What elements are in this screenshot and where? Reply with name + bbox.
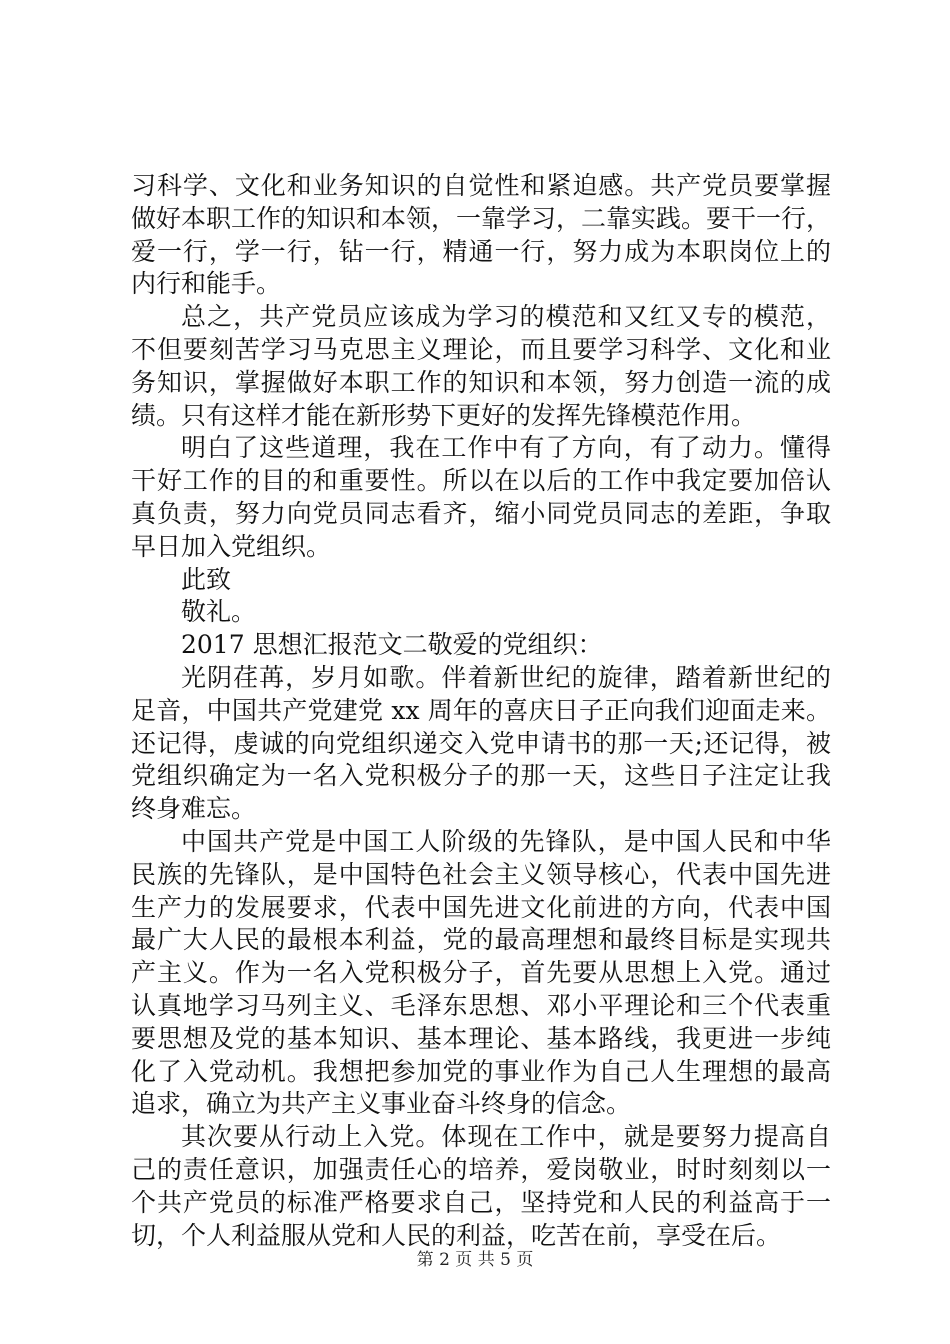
text-line: 中国共产党是中国工人阶级的先锋队，是中国人民和中华: [181, 826, 831, 856]
text-line: 真负责，努力向党员同志看齐，缩小同党员同志的差距，争取: [131, 498, 831, 528]
text-line: 还记得，虔诚的向党组织递交入党申请书的那一天;还记得，被: [131, 728, 831, 758]
text-line: 总之，共产党员应该成为学习的模范和又红又专的模范，: [181, 302, 831, 332]
text-line: 内行和能手。: [131, 269, 282, 299]
text-line: 光阴荏苒，岁月如歌。伴着新世纪的旋律，踏着新世纪的: [181, 662, 831, 692]
text-line: 习科学、文化和业务知识的自觉性和紧迫感。共产党员要掌握: [131, 171, 831, 200]
text-line: 党组织确定为一名入党积极分子的那一天，这些日子注定让我: [131, 761, 831, 791]
text-line: 化了入党动机。我想把参加党的事业作为自己人生理想的最高: [131, 1056, 831, 1086]
text-line: 不但要刻苦学习马克思主义理论，而且要学习科学、文化和业: [131, 334, 831, 364]
text-line: 民族的先锋队，是中国特色社会主义领导核心，代表中国先进: [131, 859, 831, 889]
text-line: 干好工作的目的和重要性。所以在以后的工作中我定要加倍认: [131, 466, 831, 496]
text-line: 要思想及党的基本知识、基本理论、基本路线，我更进一步纯: [131, 1023, 831, 1053]
document-body: [131, 170, 831, 1252]
text-line: 最广大人民的最根本利益，党的最高理想和最终目标是实现共: [131, 925, 831, 955]
text-line: 终身难忘。: [131, 794, 257, 824]
text-line: 务知识，掌握做好本职工作的知识和本领，努力创造一流的成: [131, 367, 831, 397]
text-line: 生产力的发展要求，代表中国先进文化前进的方向，代表中国: [131, 892, 831, 922]
text-line: 足音，中国共产党建党 xx 周年的喜庆日子正向我们迎面走来。: [131, 695, 831, 725]
text-line: 此致: [181, 564, 232, 594]
text-line: 己的责任意识，加强责任心的培养，爱岗敬业，时时刻刻以一: [131, 1154, 831, 1184]
text-line: 其次要从行动上入党。体现在工作中，就是要努力提高自: [181, 1122, 831, 1152]
text-line: 产主义。作为一名入党积极分子，首先要从思想上入党。通过: [131, 958, 831, 988]
text-line: 个共产党员的标准严格要求自己，坚持党和人民的利益高于一: [131, 1187, 831, 1217]
text-line: 绩。只有这样才能在新形势下更好的发挥先锋模范作用。: [131, 400, 757, 430]
text-line: 做好本职工作的知识和本领，一靠学习，二靠实践。要干一行，: [131, 203, 832, 233]
text-line: 认真地学习马列主义、毛泽东思想、邓小平理论和三个代表重: [131, 990, 831, 1020]
page-footer: 第 2 页 共 5 页: [416, 1250, 534, 1270]
text-line: 敬礼。: [181, 597, 257, 627]
text-line: 追求，确立为共产主义事业奋斗终身的信念。: [131, 1089, 632, 1119]
text-line: 早日加入党组织。: [131, 531, 332, 561]
text-line: 明白了这些道理，我在工作中有了方向，有了动力。懂得: [181, 433, 831, 463]
text-line: 切，个人利益服从党和人民的利益，吃苦在前，享受在后。: [131, 1220, 782, 1250]
text-line: 2017 思想汇报范文二敬爱的党组织：: [181, 630, 603, 660]
text-line: 爱一行，学一行，钻一行，精通一行，努力成为本职岗位上的: [131, 236, 831, 266]
